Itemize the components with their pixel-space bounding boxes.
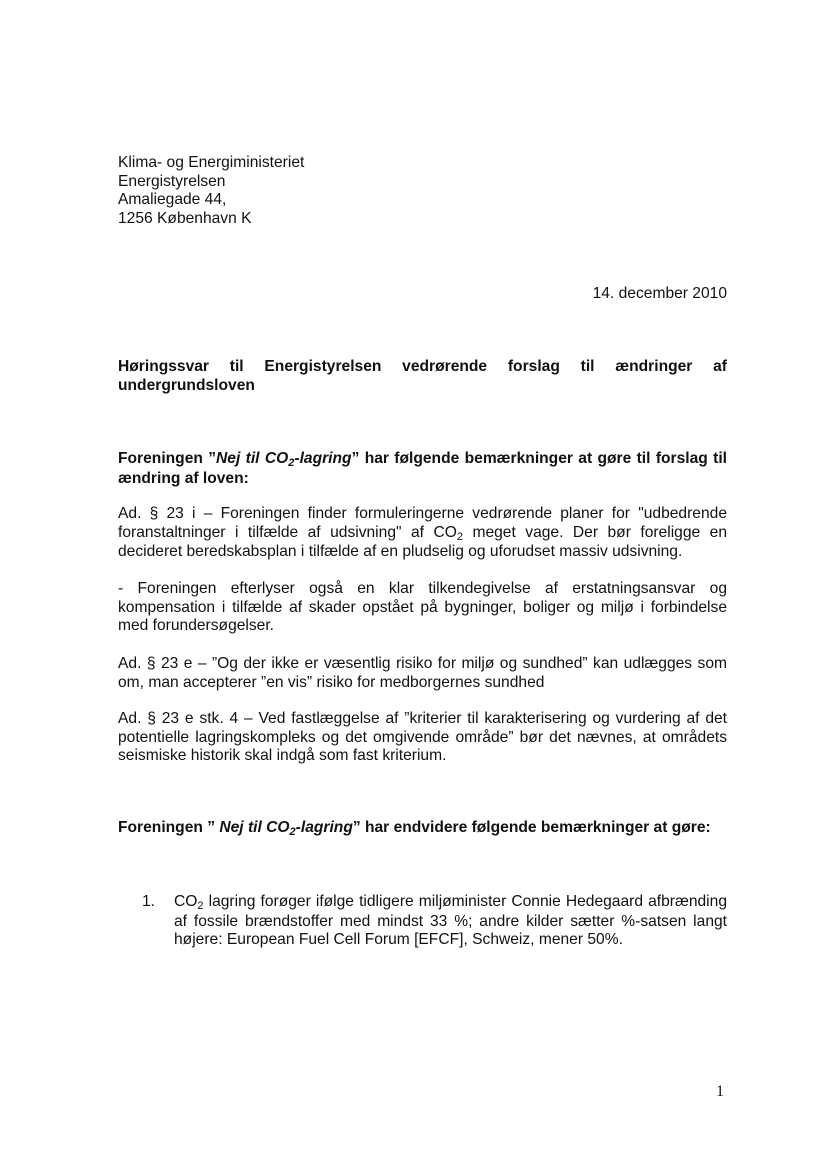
heading-text: ” har følgende bemærkninger at gøre til forslag til ændring af loven: [118, 450, 728, 487]
recipient-address [118, 154, 727, 229]
title-line: undergrundsloven [118, 376, 255, 394]
paragraph [118, 505, 727, 562]
heading-italic: -lagring [294, 450, 352, 467]
section-heading [118, 819, 727, 839]
subscript: 2 [197, 900, 204, 912]
paragraph-text: meget vage. Der bør foreligge en decideret beredskabsplan i tilfælde af en pludselig og uforudset massiv udsivning. [118, 523, 727, 561]
section-heading [118, 450, 727, 488]
numbered-list [118, 893, 727, 950]
paragraph: - Foreningen efterlyser også en klar tilkendegivelse af erstatningsansvar og kompensation i tilfælde af skader opstået på bygninger, boliger og miljø i forbindelse med forundersøgelser. [118, 580, 727, 635]
title-line: Høringssvar til Energistyrelsen vedrørende forslag til ændringer af [118, 358, 727, 375]
paragraph: Ad. § 23 e – ”Og der ikke er væsentlig risiko for miljø og sundhed” kan udlægges som om, man accepterer ”en vis” risiko for medborgernes sundhed [118, 655, 727, 691]
heading-italic: -lagring [295, 819, 353, 836]
letter-date: 14. december 2010 [592, 285, 727, 302]
subscript: 2 [456, 530, 463, 543]
document-title [118, 358, 727, 395]
list-item [118, 893, 727, 950]
list-text: lagring forøger ifølge tidligere miljøminister Connie Hedegaard afbrænding af fossile brændstoffer med mindst 33 %; andre kilder sætter %-satsen langt højere: European Fuel Cell Forum [EFCF], Schweiz, mener 50%. [174, 893, 727, 949]
heading-subscript: 2 [288, 457, 295, 469]
heading-text: Foreningen ” [118, 450, 217, 467]
address-line: Klima- og Energiministeriet [118, 154, 305, 171]
paragraph-text: Ad. § 23 i – Foreningen finder formuleringerne vedrørende planer for "udbedrende foranstaltninger i tilfælde af udsivning" af CO [118, 505, 727, 541]
page-number: 1 [716, 1083, 724, 1100]
heading-subscript: 2 [289, 826, 296, 838]
address-line: 1256 København K [118, 210, 252, 228]
address-line: Amaliegade 44, [118, 191, 227, 209]
heading-italic: Nej til CO [216, 450, 289, 467]
heading-text: ” har endvidere følgende bemærkninger at gøre: [352, 819, 711, 836]
heading-text: Foreningen ” [118, 819, 220, 836]
list-number: 1. [142, 893, 156, 910]
list-text: CO [174, 893, 198, 910]
address-line: Energistyrelsen [118, 172, 226, 190]
heading-italic: Nej til CO [219, 819, 290, 836]
paragraph: Ad. § 23 e stk. 4 – Ved fastlæggelse af ”kriterier til karakterisering og vurdering af det potentielle lagringskompleks og det omgivende område” bør det nævnes, at områdets seismiske historik skal indgå som fast kriterium. [118, 710, 727, 765]
